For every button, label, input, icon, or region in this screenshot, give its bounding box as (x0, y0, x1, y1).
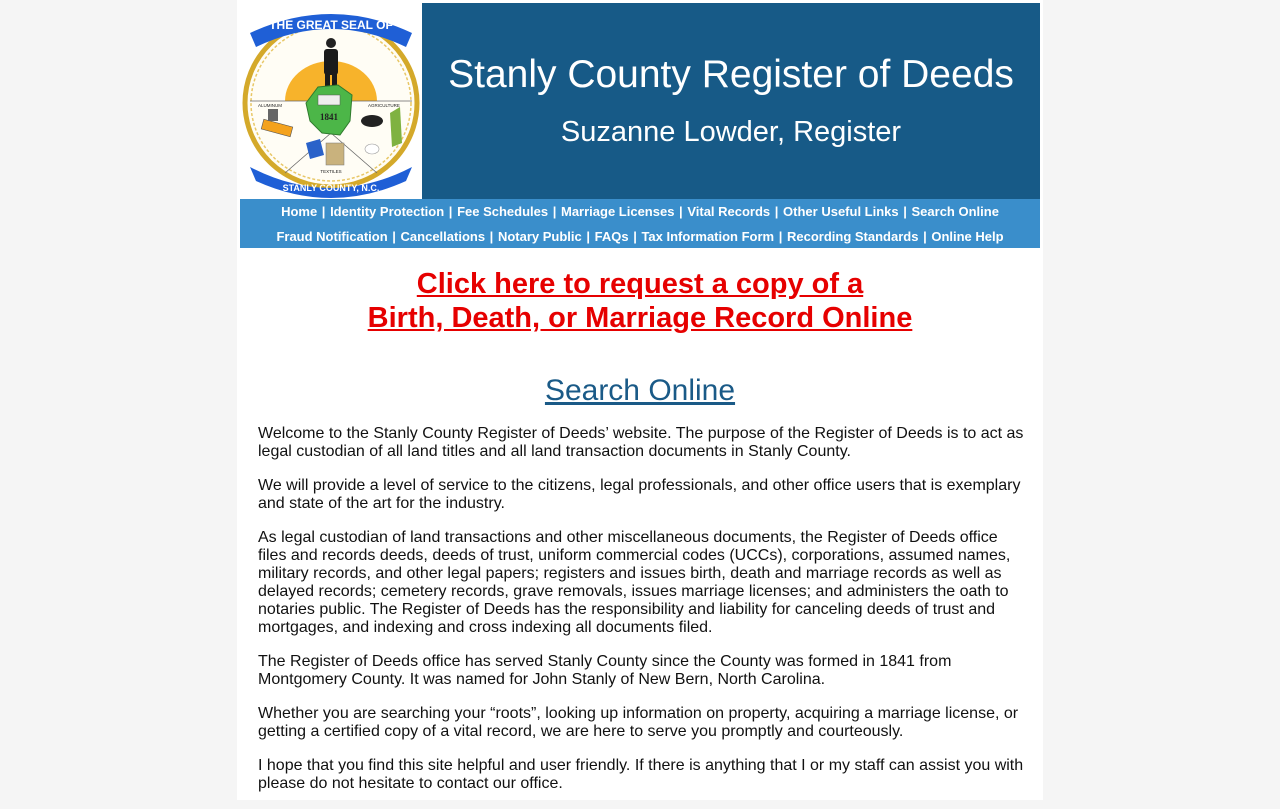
nav-recording-standards[interactable]: Recording Standards (786, 229, 919, 244)
county-seal-logo[interactable] (240, 3, 422, 199)
cta-line-2: Birth, Death, or Marriage Record Online (367, 302, 913, 334)
nav-vital-records[interactable]: Vital Records (687, 204, 771, 219)
svg-text:STANLY COUNTY, N.C.: STANLY COUNTY, N.C. (282, 183, 380, 193)
svg-text:TEXTILES: TEXTILES (320, 169, 342, 174)
search-online-heading (237, 373, 1043, 409)
site-header (240, 3, 1040, 199)
svg-text:THE GREAT SEAL OF: THE GREAT SEAL OF (269, 18, 393, 32)
header-banner (422, 3, 1040, 199)
register-name: Suzanne Lowder, Register (560, 116, 902, 148)
nav-separator: | (445, 204, 457, 219)
nav-separator: | (388, 229, 400, 244)
paragraph-history: The Register of Deeds office has served Stanly County since the County was formed in 1841 from Montgomery County. It was named for John Stanly of New Bern, North Carolina. (258, 653, 952, 688)
nav-row-1 (240, 199, 1040, 224)
welcome-content (258, 425, 1028, 809)
nav-home[interactable]: Home (281, 204, 318, 219)
nav-separator: | (629, 229, 641, 244)
svg-text:AGRICULTURE: AGRICULTURE (368, 103, 400, 108)
nav-separator: | (318, 204, 330, 219)
nav-online-help[interactable]: Online Help (931, 229, 1004, 244)
nav-cancellations[interactable]: Cancellations (400, 229, 486, 244)
nav-separator: | (486, 229, 497, 244)
nav-separator: | (775, 229, 786, 244)
paragraph-service: We will provide a level of service to the citizens, legal professionals, and other office users that is exemplary and state of the art for the industry. (258, 477, 1021, 512)
nav-identity-protection[interactable]: Identity Protection (330, 204, 445, 219)
nav-separator: | (675, 204, 687, 219)
seal-icon (240, 3, 422, 199)
paragraph-duties: As legal custodian of land transactions and other miscellaneous documents, the Register of Deeds office files and records deeds, deeds of trust, uniform commercial codes (UCCs), corporations, assumed names, military records, and other legal papers; registers and issues birth, death and marriage records as well as delayed records; cemetery records, grave removals, issues marriage licenses; and administers the oath to notaries public. The Register of Deeds has the responsibility and liability for canceling deeds of trust and mortgages, and indexing and cross indexing all documents filed. (258, 529, 1011, 636)
nav-separator: | (549, 204, 560, 219)
nav-separator: | (771, 204, 783, 219)
nav-row-2 (240, 224, 1040, 249)
site-title: Stanly County Register of Deeds (448, 53, 1014, 96)
paragraph-purpose: Whether you are searching your “roots”, looking up information on property, acquiring a marriage license, or getting a certified copy of a vital record, we are here to serve you promptly and courteously. (258, 705, 1019, 740)
svg-text:1841: 1841 (320, 112, 338, 122)
page-container (237, 0, 1043, 800)
nav-search-online[interactable]: Search Online (911, 204, 999, 219)
nav-fee-schedules[interactable]: Fee Schedules (457, 204, 549, 219)
nav-fraud-notification[interactable]: Fraud Notification (276, 229, 388, 244)
paragraph-welcome: Welcome to the Stanly County Register of Deeds’ website. The purpose of the Register of Deeds is to act as legal custodian of all land titles and all land transaction documents in Stanly County. (258, 425, 1024, 460)
nav-faqs[interactable]: FAQs (594, 229, 629, 244)
nav-separator: | (582, 229, 594, 244)
cta-line-1: Click here to request a copy of a (416, 268, 864, 300)
vital-record-request-link[interactable] (368, 268, 913, 334)
nav-separator: | (899, 204, 911, 219)
paragraph-closing: I hope that you find this site helpful and user friendly. If there is anything that I or my staff can assist you with please do not hesitate to contact our office. (258, 757, 1024, 792)
nav-tax-information-form[interactable]: Tax Information Form (641, 229, 775, 244)
nav-other-useful-links[interactable]: Other Useful Links (783, 204, 899, 219)
main-navigation (240, 199, 1040, 248)
vital-record-request-block (237, 267, 1043, 335)
nav-marriage-licenses[interactable]: Marriage Licenses (560, 204, 675, 219)
svg-text:ALUMINUM: ALUMINUM (258, 103, 283, 108)
nav-separator: | (919, 229, 931, 244)
nav-notary-public[interactable]: Notary Public (497, 229, 582, 244)
search-online-link[interactable]: Search Online (544, 374, 736, 407)
